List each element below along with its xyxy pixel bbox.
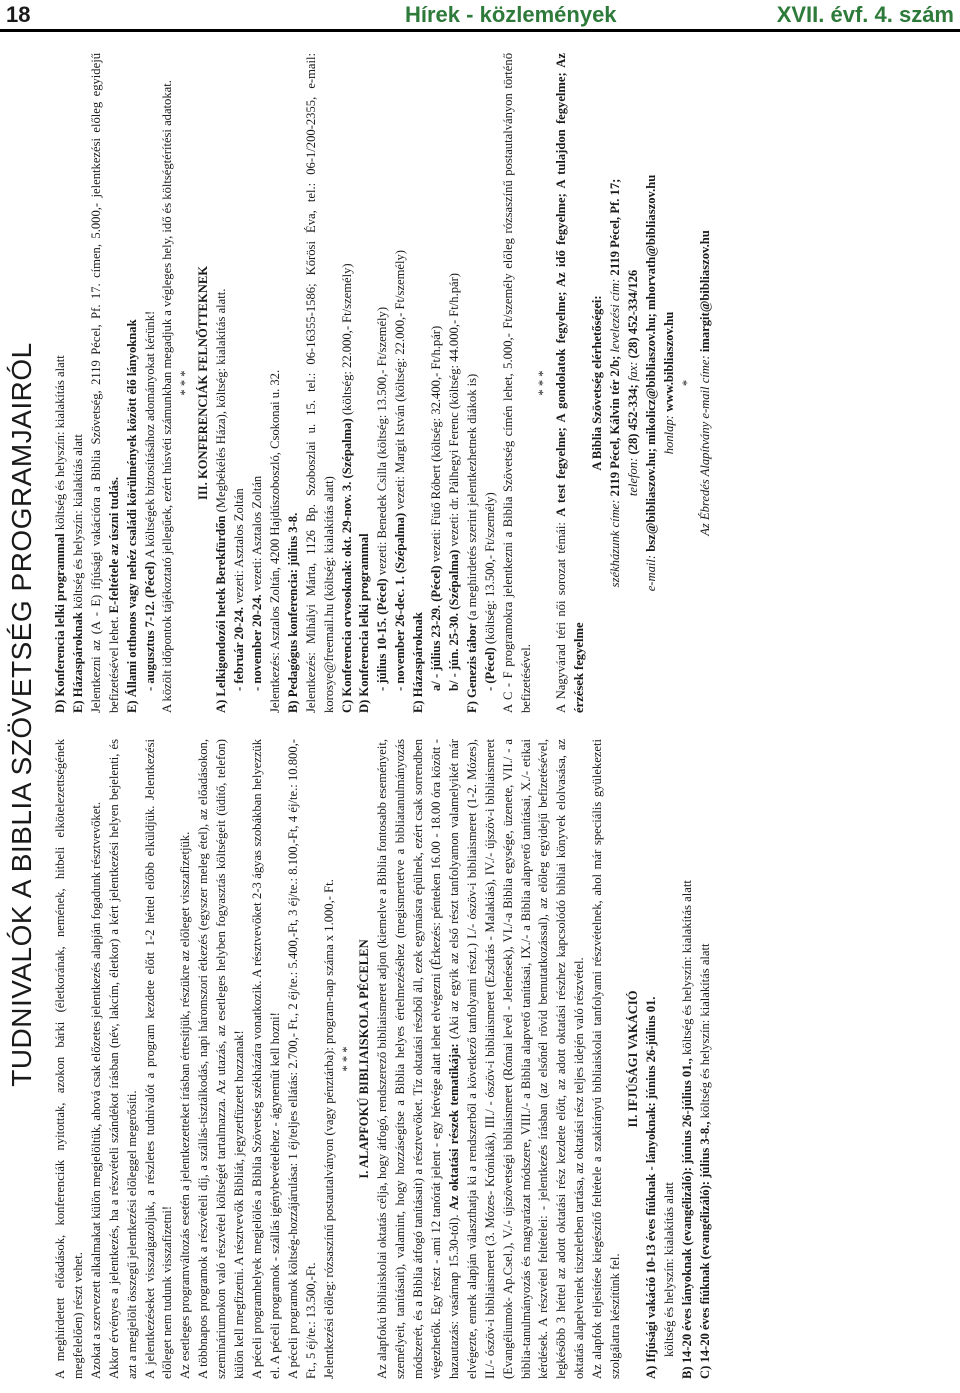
article-title: TUDNIVALÓK A BIBLIA SZÖVETSÉG PROGRAMJAIRÓL — [6, 342, 37, 1087]
separator-stars: * * * — [536, 370, 551, 396]
header-rule — [0, 29, 960, 32]
page-header — [0, 0, 960, 34]
contact-heading: A Biblia Szövetség elérhetőségei: — [590, 295, 605, 471]
item-label: D) Konferencia lelki programmal — [357, 533, 372, 713]
paragraph: Jelentkezés: Asztalos Zoltán, 4200 Hajdúszoboszló, Csokonai u. 32. — [267, 369, 282, 713]
section-heading: III. KONFERENCIÁK FELNŐTTEKNEK — [196, 265, 211, 501]
item: B) 14-20 éves lányoknak (evangélizáló): június 26-július 01., költség és helyszín: kialakítás alatt — [679, 880, 694, 1379]
paragraph: A C - F programokra jelentkezni a Biblia Szövetség címén lehet, 5.000,- Ft/személy előleg rózsaszínű postautalványon történő befizetésével. — [500, 53, 533, 713]
item-label: E) Állami otthonos vagy nehéz családi körülmények között élő lányoknak — [124, 319, 139, 713]
paragraph: A péceli programok költség-hozzájárulása: 1 éj/teljes ellátás: 2.700,- Ft., 2 éj/te.: 5.400,-Ft, 3 éj/te.: 8.100,-Ft, 4 éj/te.: 10.800,-Ft., 5 éj/te.: 13.500,-Ft. — [285, 739, 318, 1379]
paragraph: Akkor érvényes a jelentkezés, ha a részvételi szándékot írásban (név, lakcím, életkor) a kért jelentkezési helyen bejelenti, és azt a megjelölt összegű jelentkezési előleggel megerősíti. — [106, 739, 139, 1379]
paragraph: Azokat a szervezett alkalmakat külön megjelöltük, ahová csak előzetes jelentkezés alapján fogadunk résztvevőket. — [88, 802, 103, 1379]
paragraph: A többnapos programok a részvételi díj, a szállás-tisztálkodás, napi háromszori étkezés (egyszer meleg étel), az előadásokon, szemináriumokon való részvétel költségét tartalmazza. Az utazás, az esetleges helyben fogyasztás költségeit (üdítő, telefon) külön kell megfizetni. A résztvevők Bibliát, jegyzetfüzetet hozzanak! — [196, 739, 247, 1379]
left-column — [52, 739, 715, 1379]
contact-address: székházunk címe: 2119 Pécel, Kálvin tér 2/b; levelezési cím: 2119 Pécel, Pf. 17; — [608, 178, 623, 588]
item: C) Konferencia orvosoknak: okt. 29-nov. 3. (Szépalma) (költség: 22.000,- Ft/személy) — [339, 263, 354, 713]
section-title: Hírek - közlemények — [405, 2, 617, 27]
rotated-article-frame — [0, 36, 960, 1393]
item-text: költség és helyszín: kialakítás alatt — [661, 1182, 676, 1357]
paragraph: Jelentkezési előleg: rózsaszínű postautalványon (vagy pénztárba): program-nap száma x 1.000,- Ft. — [321, 879, 336, 1379]
item-label: E) Házaspároknak — [411, 612, 426, 713]
paragraph: A meghirdetett előadások, konferenciák nyitottak, azokon bárki (életkorának, nemének, hitbeli elkötelezettségének megfelelően) részt vehet. — [53, 739, 85, 1379]
item-date: - február 20-24. vezeti: Asztalos Zoltán — [232, 488, 247, 691]
separator-star: * — [679, 379, 694, 387]
section-heading: I. ALAPFOKÚ BIBLIAISKOLA PÉCELEN — [357, 939, 372, 1179]
issue-label: XVII. évf. 4. szám — [776, 2, 954, 27]
item-date: b/ - jún. 25-30. (Szépalma) vezeti: dr. Pálhegyi Ferenc (költség: 44.000,- Ft/h.pár) — [446, 272, 461, 691]
separator-stars: * * * — [339, 1046, 354, 1072]
paragraph: Az alapfok teljesítése kiegészítő feltétele a szakirányú bibliaiskolai tanfolyami részvételnek, ahol már speciális gyülekezeti szolgálatra készítünk fel. — [590, 739, 623, 1379]
page-number: 18 — [6, 2, 31, 27]
item-date: - november 26-dec. 1. (Szépalma) vezeti: Margit István (költség: 22.000,- Ft/személy) — [393, 250, 408, 691]
item: C) 14-20 éves fiúknak (evangélizáló): július 3-8., költség és helyszín: kialakítás alatt — [697, 943, 712, 1379]
item-date: a/ - július 23-29. (Pécel) vezeti: Fütő Róbert (költség: 32.400,- Ft/h.pár) — [429, 325, 444, 691]
paragraph: Az alapfokú bibliaiskolai oktatás célja, hogy átfogó, rendszerező bibliaismeret adjon (kiemelve a Biblia fontosabb eseményeit, személyeit, tanításait), valamint, hogy hozzásegítse a Biblia helyes értelmezéséhez (megismertetve a bibliatanulmányozás módszerét, és a Biblia átfogó tanításait) a résztvevőket. Tíz oktatási részből áll, ezek egymásra épülnek, ezért csak sorrendben végezhetők. Egy részt - ami 12 tanórát jelent - egy hétvége alatt lehet elvégezni (Érkezés: pénteken 16.00 - 18.00 óra között - hazautazás: vasárnap 15.30-tól). Az oktatási részek tematikája: (Aki az egyik az első részt tanfolyamon valamelyikét már elvégezte, ennek alapján választhatja ki a rendszerből a következő tanfolyami részt.) I./- ószöv-i bibliaismeret (1-2. Mózes), II./- ószöv-i bibliaismeret (3. Mózes- Krónikák), III./ - ószöv-i bibliaismeret (Ezsdrás - Malakiás), IV./- újszöv-i bibliaismeret (Evangéliumok- Ap.Csel.), V./- újszövetségi bibliaismeret (Római levél - Jelenések), VI./-a Biblia egysége, üzenete, VII./ - a biblia-tanulmányozás és magyarázat módszere, VIII./- a Biblia alapvető tanításai, IX./- a Biblia alapvető tanításai, X./- etikai kérdések. A részvétel feltételei: - jelentkezés írásban (az elsőnél rövid bemutatkozással), az előleg egyidejű befizetésével, legkésőbb 3 héttel az adott oktatási rész kezdete előtt, az adott oktatási részhez kapcsolódó bibliai könyvek elolvasása, az oktatás alapelveinek tiszteletben tartása, az oktatási rész teljes idején való részvétel. — [375, 739, 587, 1379]
section-heading: II. IFJÚSÁGI VAKÁCIÓ — [626, 990, 640, 1128]
paragraph: A jelentkezéseket visszaigazoljuk, a részletes tudnivalót a program kezdete előtt 1-2 héttel előbb elküldjük. Jelentkezési előleget nem tudunk visszafizetni! — [142, 739, 175, 1379]
item: A) Lelkigondozói hetek Berekfürdőn (Megbékélés Háza), költség: kialakítás alatt. — [214, 288, 229, 713]
separator-stars: * * * — [178, 370, 193, 396]
paragraph: Jelentkezés: Mihályi Márta, 1126 Bp. Szoboszlai u. 15. tel.: 06-16355-1586; Kőrösi Éva, tel.: 06-1/200-2355, e-mail: korosye@freemail.hu (költség: kialakítás alatt) — [303, 53, 336, 713]
contact-phone: telefon: (28) 452-334; fax: (28) 452-334/126 — [626, 269, 640, 497]
paragraph: A Nagyvárad téri női sorozat témái: A test fegyelme; A gondolatok fegyelme; Az idő fegyelme; A tulajdon fegyelme; Az érzések fegyelme — [554, 53, 587, 713]
foundation-email: Az Ébredés Alapítvány e-mail címe: imargit@bibliaszov.hu — [697, 230, 712, 536]
paragraph: A péceli programhelyek megjelölés a Biblia Szövetség székházára vonatkozik. A résztvevőket 2-3 ágyas szobákban helyezzük el. A péceli programok - szállás igénybevételéhez - ágyneműt kell hozni! — [249, 739, 282, 1379]
paragraph: Jelentkezni az (A - E) ifjúsági vakációra a Biblia Szövetség, 2119 Pécel, Pf. 17. címen, 5.000,- jelentkezési előleg egyidejű befizetésével lehet. E-feltétele az úszni tudás. — [88, 53, 121, 713]
item-date: - (Pécel) (költség: 13.500,- Ft/személy) — [482, 492, 497, 691]
paragraph: Az esetleges programváltozás esetén a jelentkezetteket írásban értesítjük, részükre az előleget visszafizetjük. — [178, 831, 193, 1379]
item: D) Konferencia lelki programmal költség és helyszín: kialakítás alatt — [53, 355, 67, 713]
item-label: A) Ifjúsági vakáció 10-13 éves fiúknak - lányoknak: június 26-július 01. — [643, 996, 658, 1379]
item-date: - augusztus 7-12. (Pécel) A költségek biztosításához adományokat kérünk! — [142, 310, 157, 691]
item: F) Genezis tábor (a meghirdetés szerint jelentkezhetnek diákok is) — [464, 373, 479, 713]
contact-website: honlap: www.bibliaszov.hu — [661, 311, 676, 455]
article — [0, 36, 960, 1393]
item-date: - november 20-24. vezeti: Asztalos Zoltán — [249, 475, 264, 691]
contact-email: e-mail: bsz@bibliaszov.hu; mikolicz@bibliaszov.hu; mhorvath@bibliaszov.hu — [643, 174, 658, 592]
item-label: B) Pedagógus konferencia: július 3-8. — [285, 512, 300, 713]
item: E) Házaspároknak költség és helyszín: kialakítás alatt — [70, 434, 85, 713]
paragraph: A közölt időpontok tájékoztató jellegűek, ezért húsvéti számunkban megadjuk a végleges hely, idő és költségtérítési adatokat. — [160, 80, 175, 713]
right-column — [52, 53, 715, 713]
item-date: - július 10-15. (Pécel) vezeti: Benedek Csilla (költség: 13.500,- Ft/személy) — [375, 306, 390, 691]
